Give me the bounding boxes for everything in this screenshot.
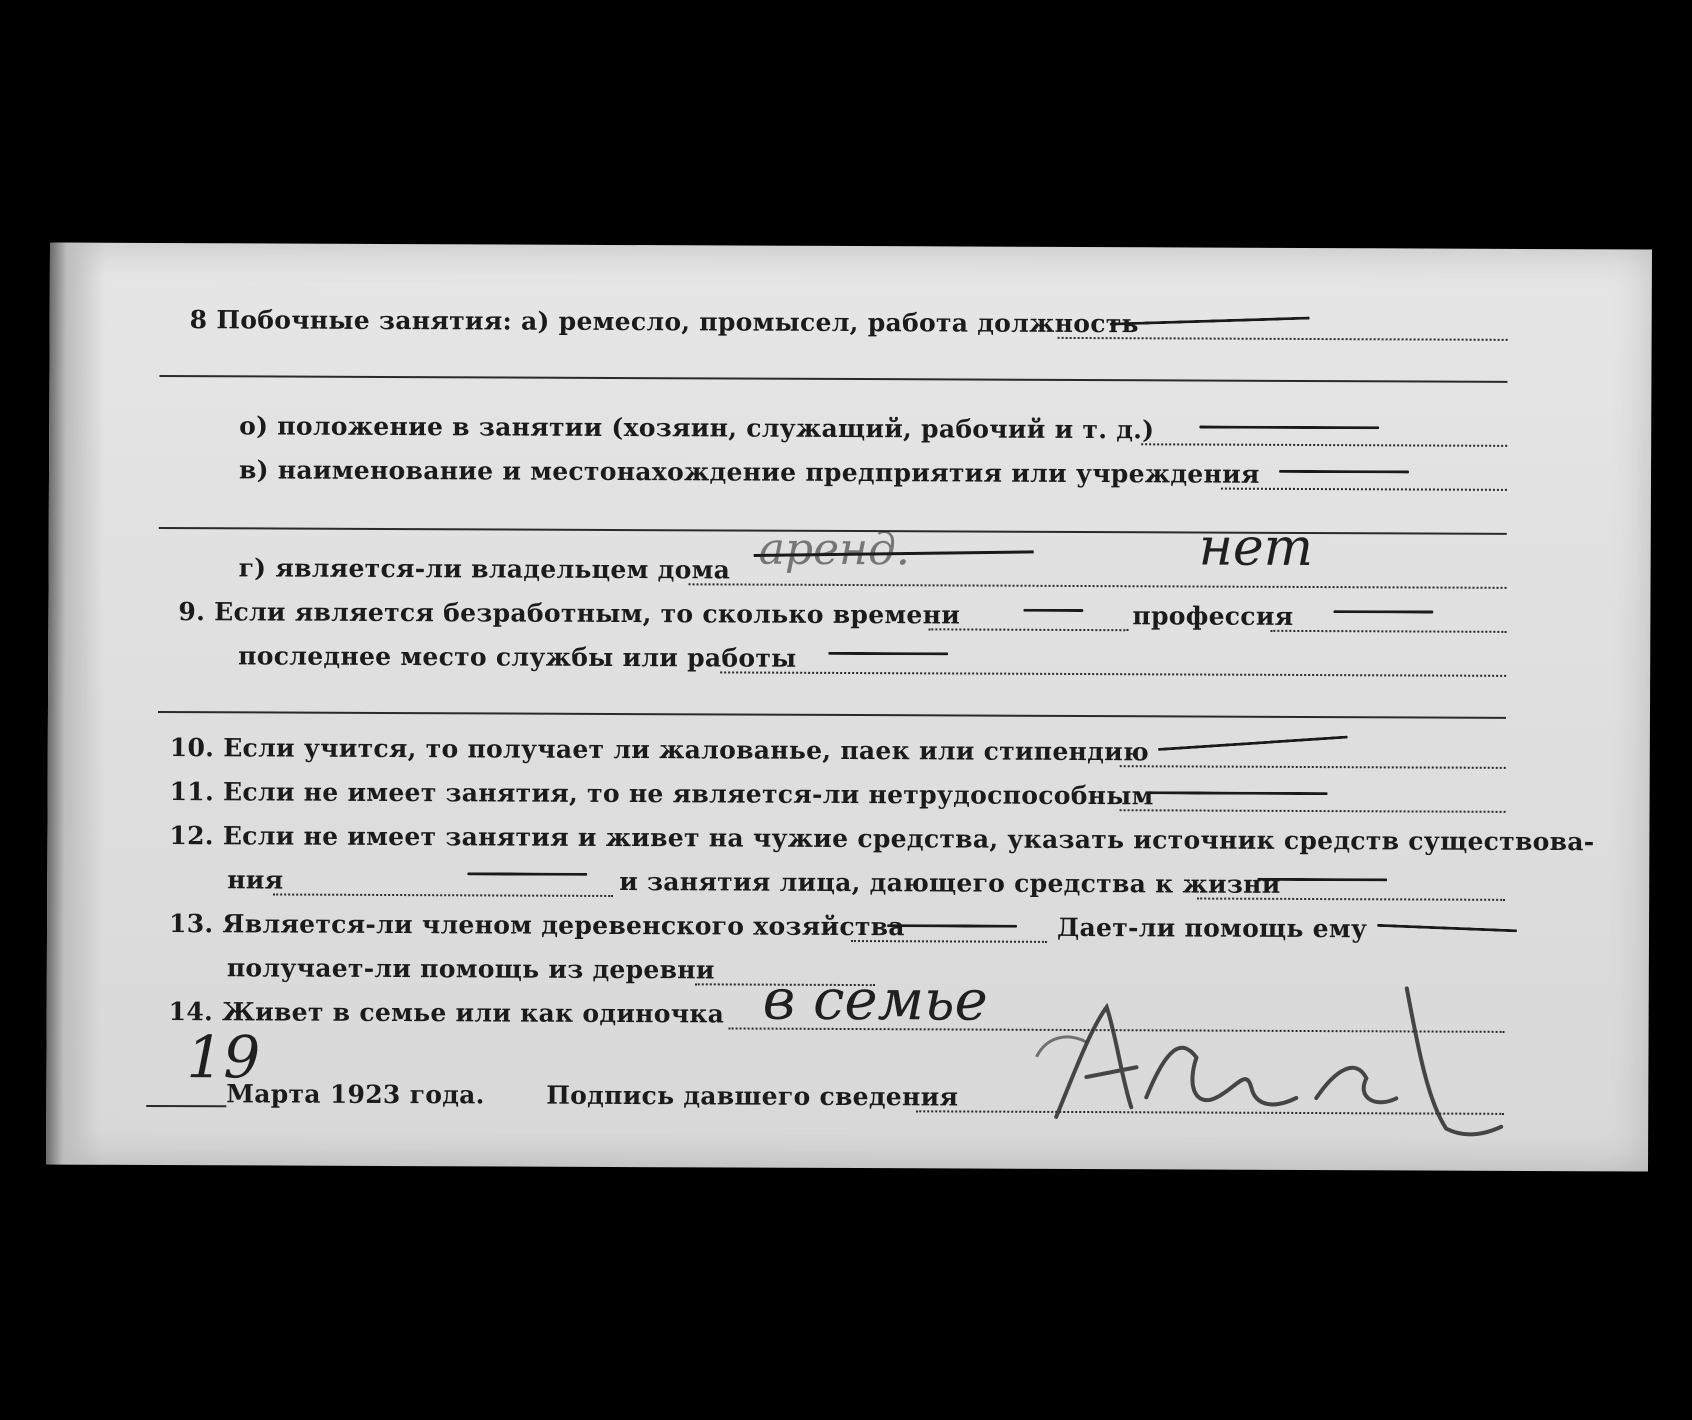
footer-date-label: Марта 1923 года. xyxy=(226,1079,485,1110)
q10-fill-line xyxy=(1120,765,1506,769)
q12-cont-label: ния xyxy=(227,865,284,895)
q8-g-crossed-word: аренд. xyxy=(758,523,911,576)
q14-number: 14. xyxy=(168,997,214,1027)
q10-text: Если учится, то получает ли жалованье, паек или стипендию xyxy=(223,733,1149,767)
q13-help-dash xyxy=(1377,924,1517,932)
date-day-line xyxy=(146,1105,226,1107)
date-day-handwritten: 19 xyxy=(186,1023,261,1092)
q13-text: Является-ли членом деревенского хозяйства xyxy=(222,909,905,942)
q8-v-dash-mark xyxy=(1279,470,1409,474)
q8-v-fill-line xyxy=(1221,488,1507,491)
q12-source-dash xyxy=(467,872,587,876)
q8-number: 8 xyxy=(189,305,208,335)
q8-b-line: о) положение в занятии (хозяин, служащий, рабочий и т. д.) xyxy=(239,411,1155,445)
q11-fill-line xyxy=(1120,809,1506,813)
q12-line xyxy=(169,821,1594,857)
q12-text: Если не имеет занятия и живет на чужие средства, указать источник средств существова- xyxy=(222,821,1595,857)
q14-answer: в семье xyxy=(762,967,988,1034)
q9-profession-label: профессия xyxy=(1132,601,1294,631)
signature xyxy=(996,947,1517,1149)
q8-a-text: а) ремесло, промысел, работа должность xyxy=(521,306,1139,339)
q8-title: Побочные занятия: xyxy=(216,305,513,336)
q9-profession-fill xyxy=(1270,630,1506,633)
q13-line xyxy=(169,909,905,942)
q9-last-place-dash xyxy=(828,652,948,656)
q8-b-fill-line xyxy=(1141,443,1507,447)
q11-number: 11. xyxy=(169,777,215,807)
q9-last-place-fill xyxy=(720,671,1506,676)
q10-dash-mark xyxy=(1158,736,1348,751)
q12-number: 12. xyxy=(169,821,214,851)
q8-a-continuation-line xyxy=(159,375,1507,383)
q9-profession-dash xyxy=(1333,610,1433,613)
q10-number: 10. xyxy=(169,733,215,763)
q9-number: 9. xyxy=(178,597,206,627)
q13-member-fill xyxy=(851,940,1047,943)
q8-b-dash-mark xyxy=(1199,426,1379,430)
q13-number: 13. xyxy=(168,909,214,939)
q8-a-fill-line xyxy=(1058,337,1508,341)
q8-g-fill-line xyxy=(689,583,1507,589)
q9-last-place-label: последнее место службы или работы xyxy=(238,641,797,673)
q8-v-line: в) наименование и местонахождение предприятия или учреждения xyxy=(238,455,1260,489)
q13-receives-label: получает-ли помощь из деревни xyxy=(226,953,715,985)
q9-line xyxy=(178,597,960,630)
q9-duration-dash xyxy=(1023,609,1083,612)
q11-line xyxy=(170,777,1154,811)
q12-occupation-dash xyxy=(1257,878,1387,882)
signature-label: Подпись давшего сведения xyxy=(546,1080,959,1112)
q8-line xyxy=(190,305,1139,339)
form-sheet xyxy=(46,243,1652,1172)
q10-line xyxy=(170,733,1149,767)
q12-source-fill xyxy=(273,893,613,896)
q11-text: Если не имеет занятия, то не является-ли нетрудоспособным xyxy=(222,777,1154,811)
q9-duration-fill xyxy=(928,628,1128,631)
q9-text: Если является безработным, то сколько времени xyxy=(214,597,961,630)
q9-continuation-line xyxy=(158,711,1506,719)
q13-help-label: Дает-ли помощь ему xyxy=(1056,912,1368,944)
q8-g-answer: нет xyxy=(1198,517,1314,579)
q13-member-dash xyxy=(887,924,1017,928)
paper-edge-shadow xyxy=(46,243,106,1165)
q12-occupation-fill xyxy=(1197,898,1505,901)
q12-cont2-label: и занятия лица, дающего средства к жизни xyxy=(619,866,1281,899)
q11-dash-mark xyxy=(1148,791,1328,795)
q14-text: Живет в семье или как одиночка xyxy=(222,997,725,1029)
q8-g-line: г) является-ли владельцем дома xyxy=(238,553,731,585)
q8-a-dash-mark xyxy=(1110,317,1310,326)
